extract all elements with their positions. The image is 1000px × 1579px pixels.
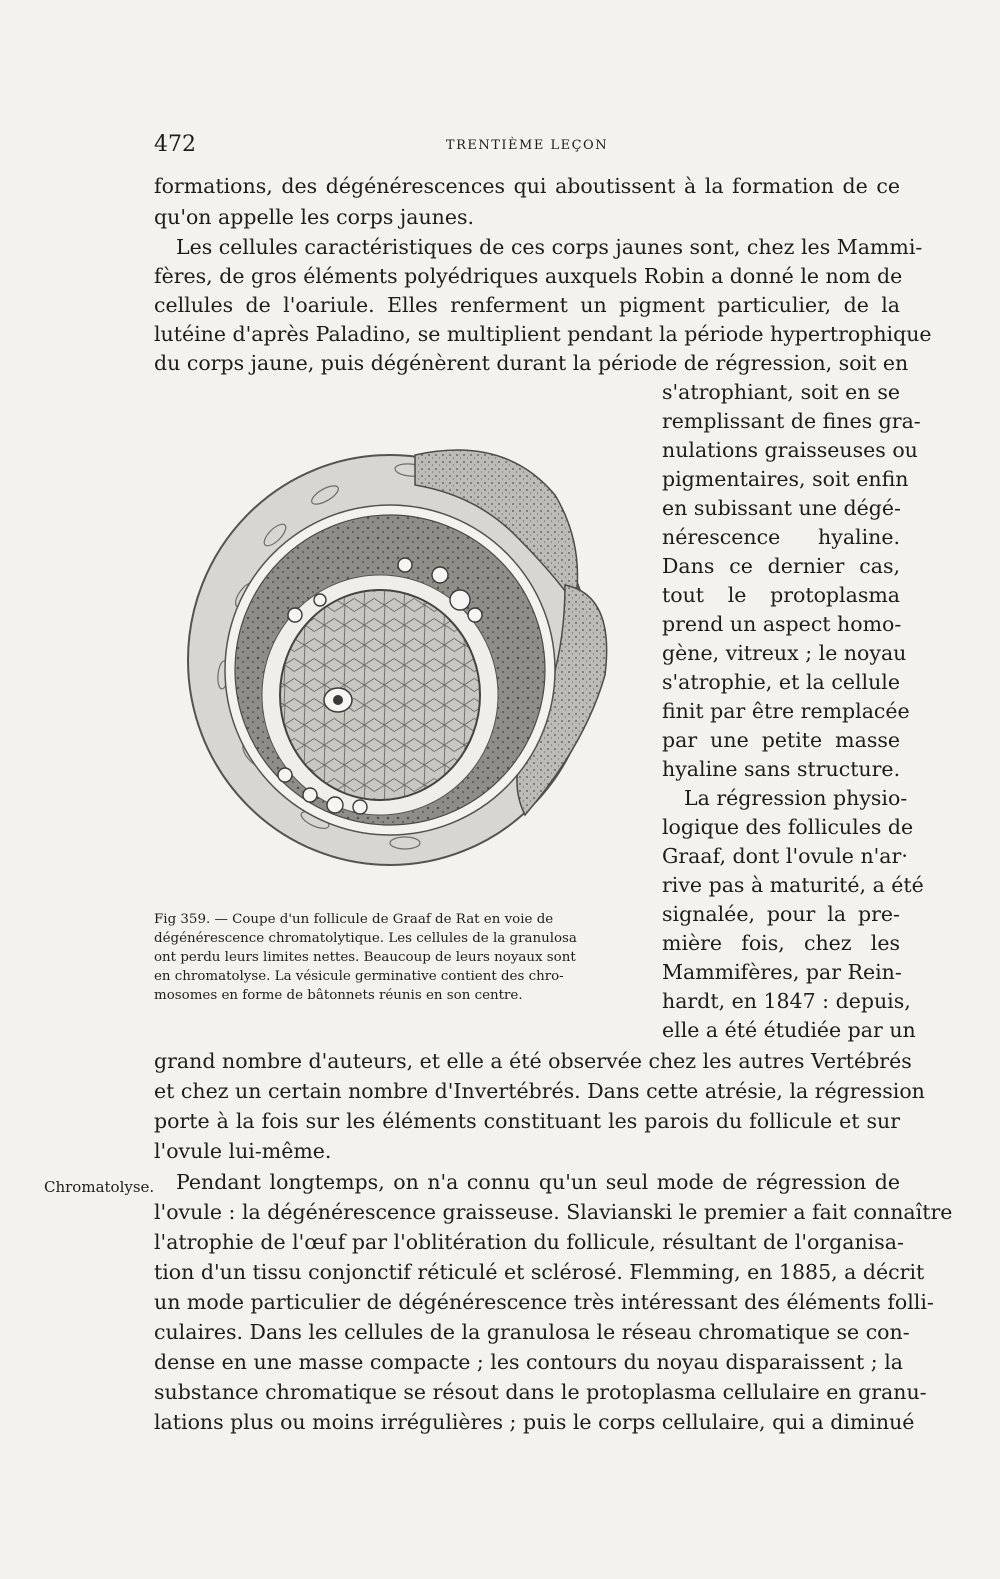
body-line: lations plus ou moins irrégulières ; puis le corps cellulaire, qui a diminué	[154, 1410, 915, 1434]
body-line: rive pas à maturité, a été	[662, 873, 924, 897]
figure-caption-line: ont perdu leurs limites nettes. Beaucoup de leurs noyaux sont	[154, 950, 576, 965]
margin-note: Chromatolyse.	[44, 1178, 155, 1196]
page-number: 472	[154, 132, 196, 157]
body-line: s'atrophie, et la cellule	[662, 670, 900, 694]
body-line: lutéine d'après Paladino, se multiplient pendant la période hypertrophique	[154, 322, 932, 346]
body-line: l'ovule : la dégénérescence graisseuse. Slavianski le premier a fait connaître	[154, 1200, 953, 1224]
body-line: grand nombre d'auteurs, et elle a été observée chez les autres Vertébrés	[154, 1049, 912, 1073]
body-line: formations, des dégénérescences qui aboutissent à la formation de ce	[154, 174, 900, 198]
body-line: mière fois, chez les	[662, 931, 900, 955]
body-line: du corps jaune, puis dégénèrent durant la période de régression, soit en	[154, 351, 909, 375]
body-line: Dans ce dernier cas,	[662, 554, 900, 578]
body-line: Mammifères, par Rein-	[662, 960, 902, 984]
body-line: nulations graisseuses ou	[662, 438, 918, 462]
body-line: hyaline sans structure.	[662, 757, 901, 781]
body-line: Graaf, dont l'ovule n'ar·	[662, 844, 908, 868]
body-line: cellules de l'oariule. Elles renferment un pigment particulier, de la	[154, 293, 900, 317]
body-line: prend un aspect homo-	[662, 612, 902, 636]
body-line: logique des follicules de	[662, 815, 914, 839]
follicle-illustration	[175, 425, 645, 895]
body-line: fères, de gros éléments polyédriques auxquels Robin a donné le nom de	[154, 264, 903, 288]
body-line: tion d'un tissu conjonctif réticulé et sclérosé. Flemming, en 1885, a décrit	[154, 1260, 925, 1284]
body-line: par une petite masse	[662, 728, 900, 752]
body-line: hardt, en 1847 : depuis,	[662, 989, 911, 1013]
body-line: qu'on appelle les corps jaunes.	[154, 205, 475, 229]
figure-caption-line: dégénérescence chromatolytique. Les cellules de la granulosa	[154, 931, 577, 946]
body-line: gène, vitreux ; le noyau	[662, 641, 907, 665]
body-line: substance chromatique se résout dans le protoplasma cellulaire en granu-	[154, 1380, 927, 1404]
body-line: porte à la fois sur les éléments constituant les parois du follicule et sur	[154, 1109, 900, 1133]
figure-caption-line: en chromatolyse. La vésicule germinative contient des chro-	[154, 969, 564, 984]
body-line: tout le protoplasma	[662, 583, 900, 607]
body-line: l'atrophie de l'œuf par l'oblitération du follicule, résultant de l'organisa-	[154, 1230, 904, 1254]
running-title: TRENTIÈME LEÇON	[445, 138, 609, 153]
body-line: La régression physio-	[684, 786, 908, 810]
body-line: s'atrophiant, soit en se	[662, 380, 900, 404]
body-line: en subissant une dégé-	[662, 496, 901, 520]
figure-caption-line: Fig 359. — Coupe d'un follicule de Graaf de Rat en voie de	[154, 912, 554, 927]
body-line: finit par être remplacée	[662, 699, 910, 723]
body-line: l'ovule lui-même.	[154, 1139, 332, 1163]
body-line: remplissant de fines gra-	[662, 409, 921, 433]
body-line: nérescence hyaline.	[662, 525, 900, 549]
body-line: elle a été étudiée par un	[662, 1018, 916, 1042]
body-line: signalée, pour la pre-	[662, 902, 900, 926]
body-line: culaires. Dans les cellules de la granulosa le réseau chromatique se con-	[154, 1320, 910, 1344]
body-line: et chez un certain nombre d'Invertébrés. Dans cette atrésie, la régression	[154, 1079, 925, 1103]
running-head	[154, 132, 900, 162]
body-line: dense en une masse compacte ; les contours du noyau disparaissent ; la	[154, 1350, 904, 1374]
body-line: un mode particulier de dégénérescence très intéressant des éléments folli-	[154, 1290, 934, 1314]
body-line: pigmentaires, soit enfin	[662, 467, 909, 491]
body-line: Pendant longtemps, on n'a connu qu'un seul mode de régression de	[176, 1170, 900, 1194]
figure-caption-line: mosomes en forme de bâtonnets réunis en son centre.	[154, 988, 523, 1003]
body-line: Les cellules caractéristiques de ces corps jaunes sont, chez les Mammi-	[176, 235, 923, 259]
